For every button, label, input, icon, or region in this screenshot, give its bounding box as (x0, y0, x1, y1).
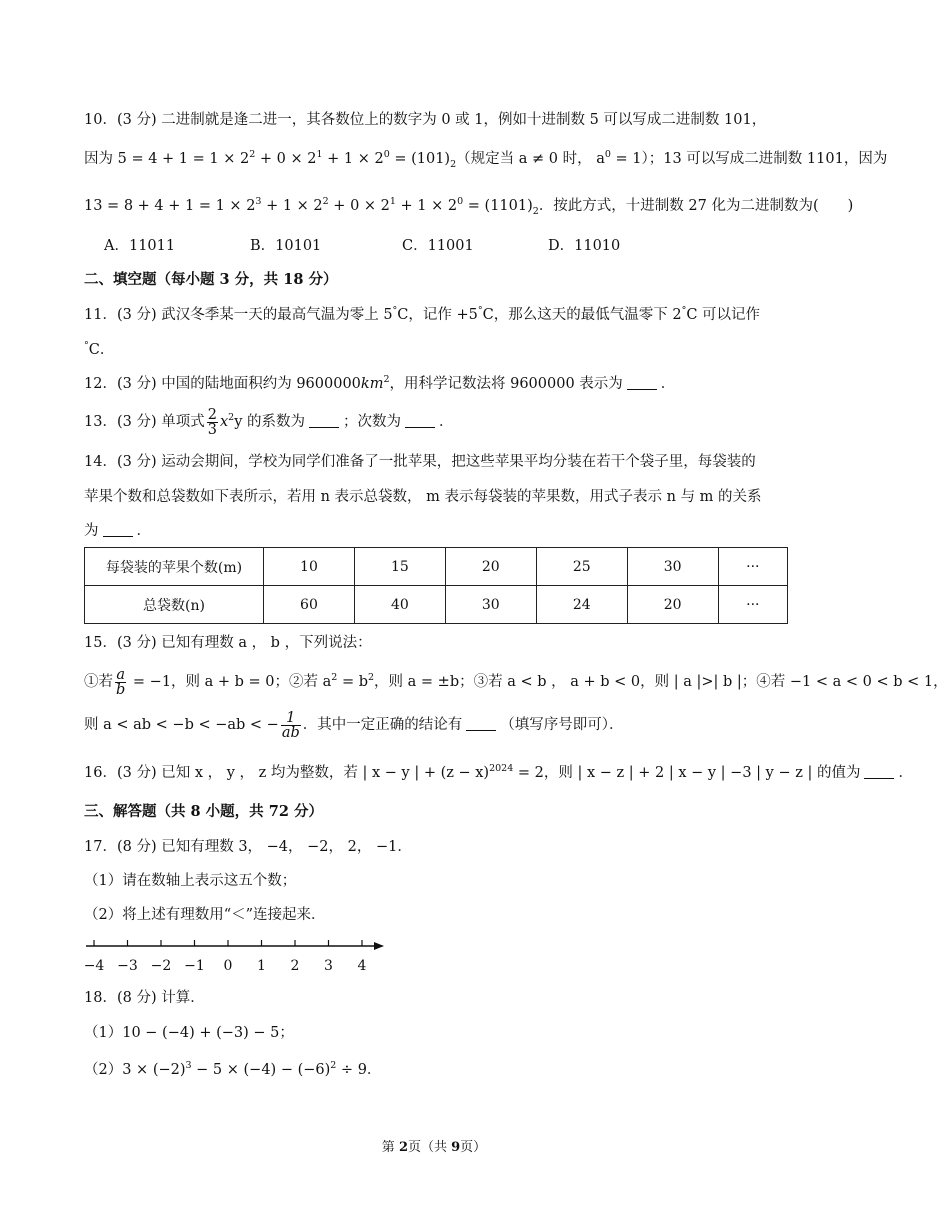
table-cell: 25 (536, 548, 627, 586)
q10-choice-a: A．11011 (104, 238, 176, 254)
table-cell: 40 (354, 586, 445, 624)
q15-line2: ①若 $\frac{a}{b}$ = −1，则 a + b = 0；②若 $a^2 = b^2$，则 a = ±b；③若 a < b ， a + b < 0，则 | a |>| b |；④若 −1 < a < 0 < b < 1， (84, 666, 948, 698)
q10-choice-b: B．10101 (250, 238, 322, 254)
number-line (84, 936, 404, 976)
section-3-heading: 三、解答题（共 8 小题，共 72 分） (84, 803, 323, 820)
table-cell: 10 (264, 548, 355, 586)
q10-line1: 10．(3 分) 二进制就是逢二进一，其各数位上的数字为 0 或 1，例如十进制数 5 可以写成二进制数 101， (84, 112, 767, 128)
table-cell: 60 (264, 586, 355, 624)
number-line-label: 0 (223, 958, 233, 974)
number-line-label: 4 (357, 958, 367, 974)
q16-line: 16．(3 分) 已知 x ， y ， z 均为整数，若 | x − y | + $(z - x)^{2024} = 2$，则 | x − z | + 2 | x − y | −3 | y − z | 的值为 ． (84, 763, 913, 781)
q13-line: 13．(3 分) 单项式 $\frac{2}{3}$ $x^2y$ 的系数为 ；次数为 ． (84, 406, 454, 438)
q17-line3: （2）将上述有理数用“＜”连接起来． (84, 907, 326, 923)
q15-line1: 15．(3 分) 已知有理数 a ， b ，下列说法： (84, 635, 372, 651)
q18-line3: $(2)3 \times (-2)^3 - 5 \times (-4) - (-6)^2 \div 9$． (84, 1060, 382, 1078)
answer-blank[interactable] (864, 764, 894, 779)
table-row-header: 每袋装的苹果个数(m) (85, 548, 264, 586)
section-2-heading: 二、填空题（每小题 3 分，共 18 分） (84, 271, 338, 288)
q14-line2: 苹果个数和总袋数如下表所示，若用 n 表示总袋数， m 表示每袋装的苹果数，用式子表示 n 与 m 的关系 (84, 489, 762, 505)
fraction: $\frac{2}{3}$ (207, 406, 217, 438)
number-line-label: 1 (257, 958, 266, 974)
answer-blank[interactable] (466, 716, 496, 731)
number-line-label: −2 (150, 958, 172, 974)
q15-line3: 则 a < ab < −b < −ab < − $\frac{1}{ab}$ ．其中一定正确的结论有 （填写序号即可）． (84, 709, 624, 741)
q10-choice-c: C．11001 (402, 238, 474, 254)
table-cell: 20 (445, 548, 536, 586)
q18-line1: 18．(8 分) 计算． (84, 990, 205, 1006)
number-line-label: −1 (184, 958, 205, 974)
answer-blank[interactable] (627, 375, 657, 390)
number-line-label: 2 (290, 958, 300, 974)
q10-choice-d: D．11010 (548, 238, 621, 254)
fraction: $\frac{1}{ab}$ (281, 709, 300, 741)
number-line-label: −4 (83, 958, 105, 974)
table-cell: 24 (536, 586, 627, 624)
table-cell: ··· (718, 548, 787, 586)
table-row-header: 总袋数(n) (85, 586, 264, 624)
table-row (85, 548, 788, 586)
arrow-right-icon (374, 942, 384, 950)
q11-line1: 11．(3 分) 武汉冬季某一天的最高气温为零上 5°C，记作 +5°C，那么这天的最低气温零下 2°C 可以记作 (84, 305, 761, 323)
fraction: $\frac{a}{b}$ (116, 666, 126, 698)
page-footer: 第 2页（共 9页） (381, 1140, 487, 1155)
q11-line2: °C． (84, 340, 115, 358)
table-row (85, 586, 788, 624)
table-cell: 30 (627, 548, 718, 586)
table-cell: 30 (445, 586, 536, 624)
table-cell: 20 (627, 586, 718, 624)
answer-blank[interactable] (309, 413, 339, 428)
q17-line2: （1）请在数轴上表示这五个数； (84, 873, 297, 889)
q10-line2: 因为 $5 = 4 + 1 = 1 \times 2^2 + 0 \times 2^1 + 1 \times 2^0 = (101)_2$（规定当 a ≠ 0 时， $a^0 = 1$）；13 可以写成二进制数 1101，因为 (84, 149, 888, 170)
q12-line: 12．(3 分) 中国的陆地面积约为 $9600000km^2$，用科学记数法将 9600000 表示为 ． (84, 374, 676, 392)
q10-line3: $13 = 8 + 4 + 1 = 1 \times 2^3 + 1 \times 2^2 + 0 \times 2^1 + 1 \times 2^0 = (1101)_2$．按此方式，十进制数 27 化为二进制数为( ) (84, 196, 854, 217)
q14-table (84, 547, 788, 624)
q18-line2: （1）10 − (−4) + (−3) − 5； (84, 1025, 294, 1041)
table-cell: ··· (718, 586, 787, 624)
number-line-label: 3 (324, 958, 333, 974)
number-line-label: −3 (117, 958, 138, 974)
q17-line1: 17．(8 分) 已知有理数 3， −4， −2， 2， −1． (84, 839, 412, 855)
q14-line3: 为 ． (84, 523, 151, 539)
answer-blank[interactable] (103, 522, 133, 537)
q14-line1: 14．(3 分) 运动会期间，学校为同学们准备了一批苹果，把这些苹果平均分装在若干个袋子里，每袋装的 (84, 454, 756, 470)
table-cell: 15 (354, 548, 445, 586)
answer-blank[interactable] (405, 413, 435, 428)
